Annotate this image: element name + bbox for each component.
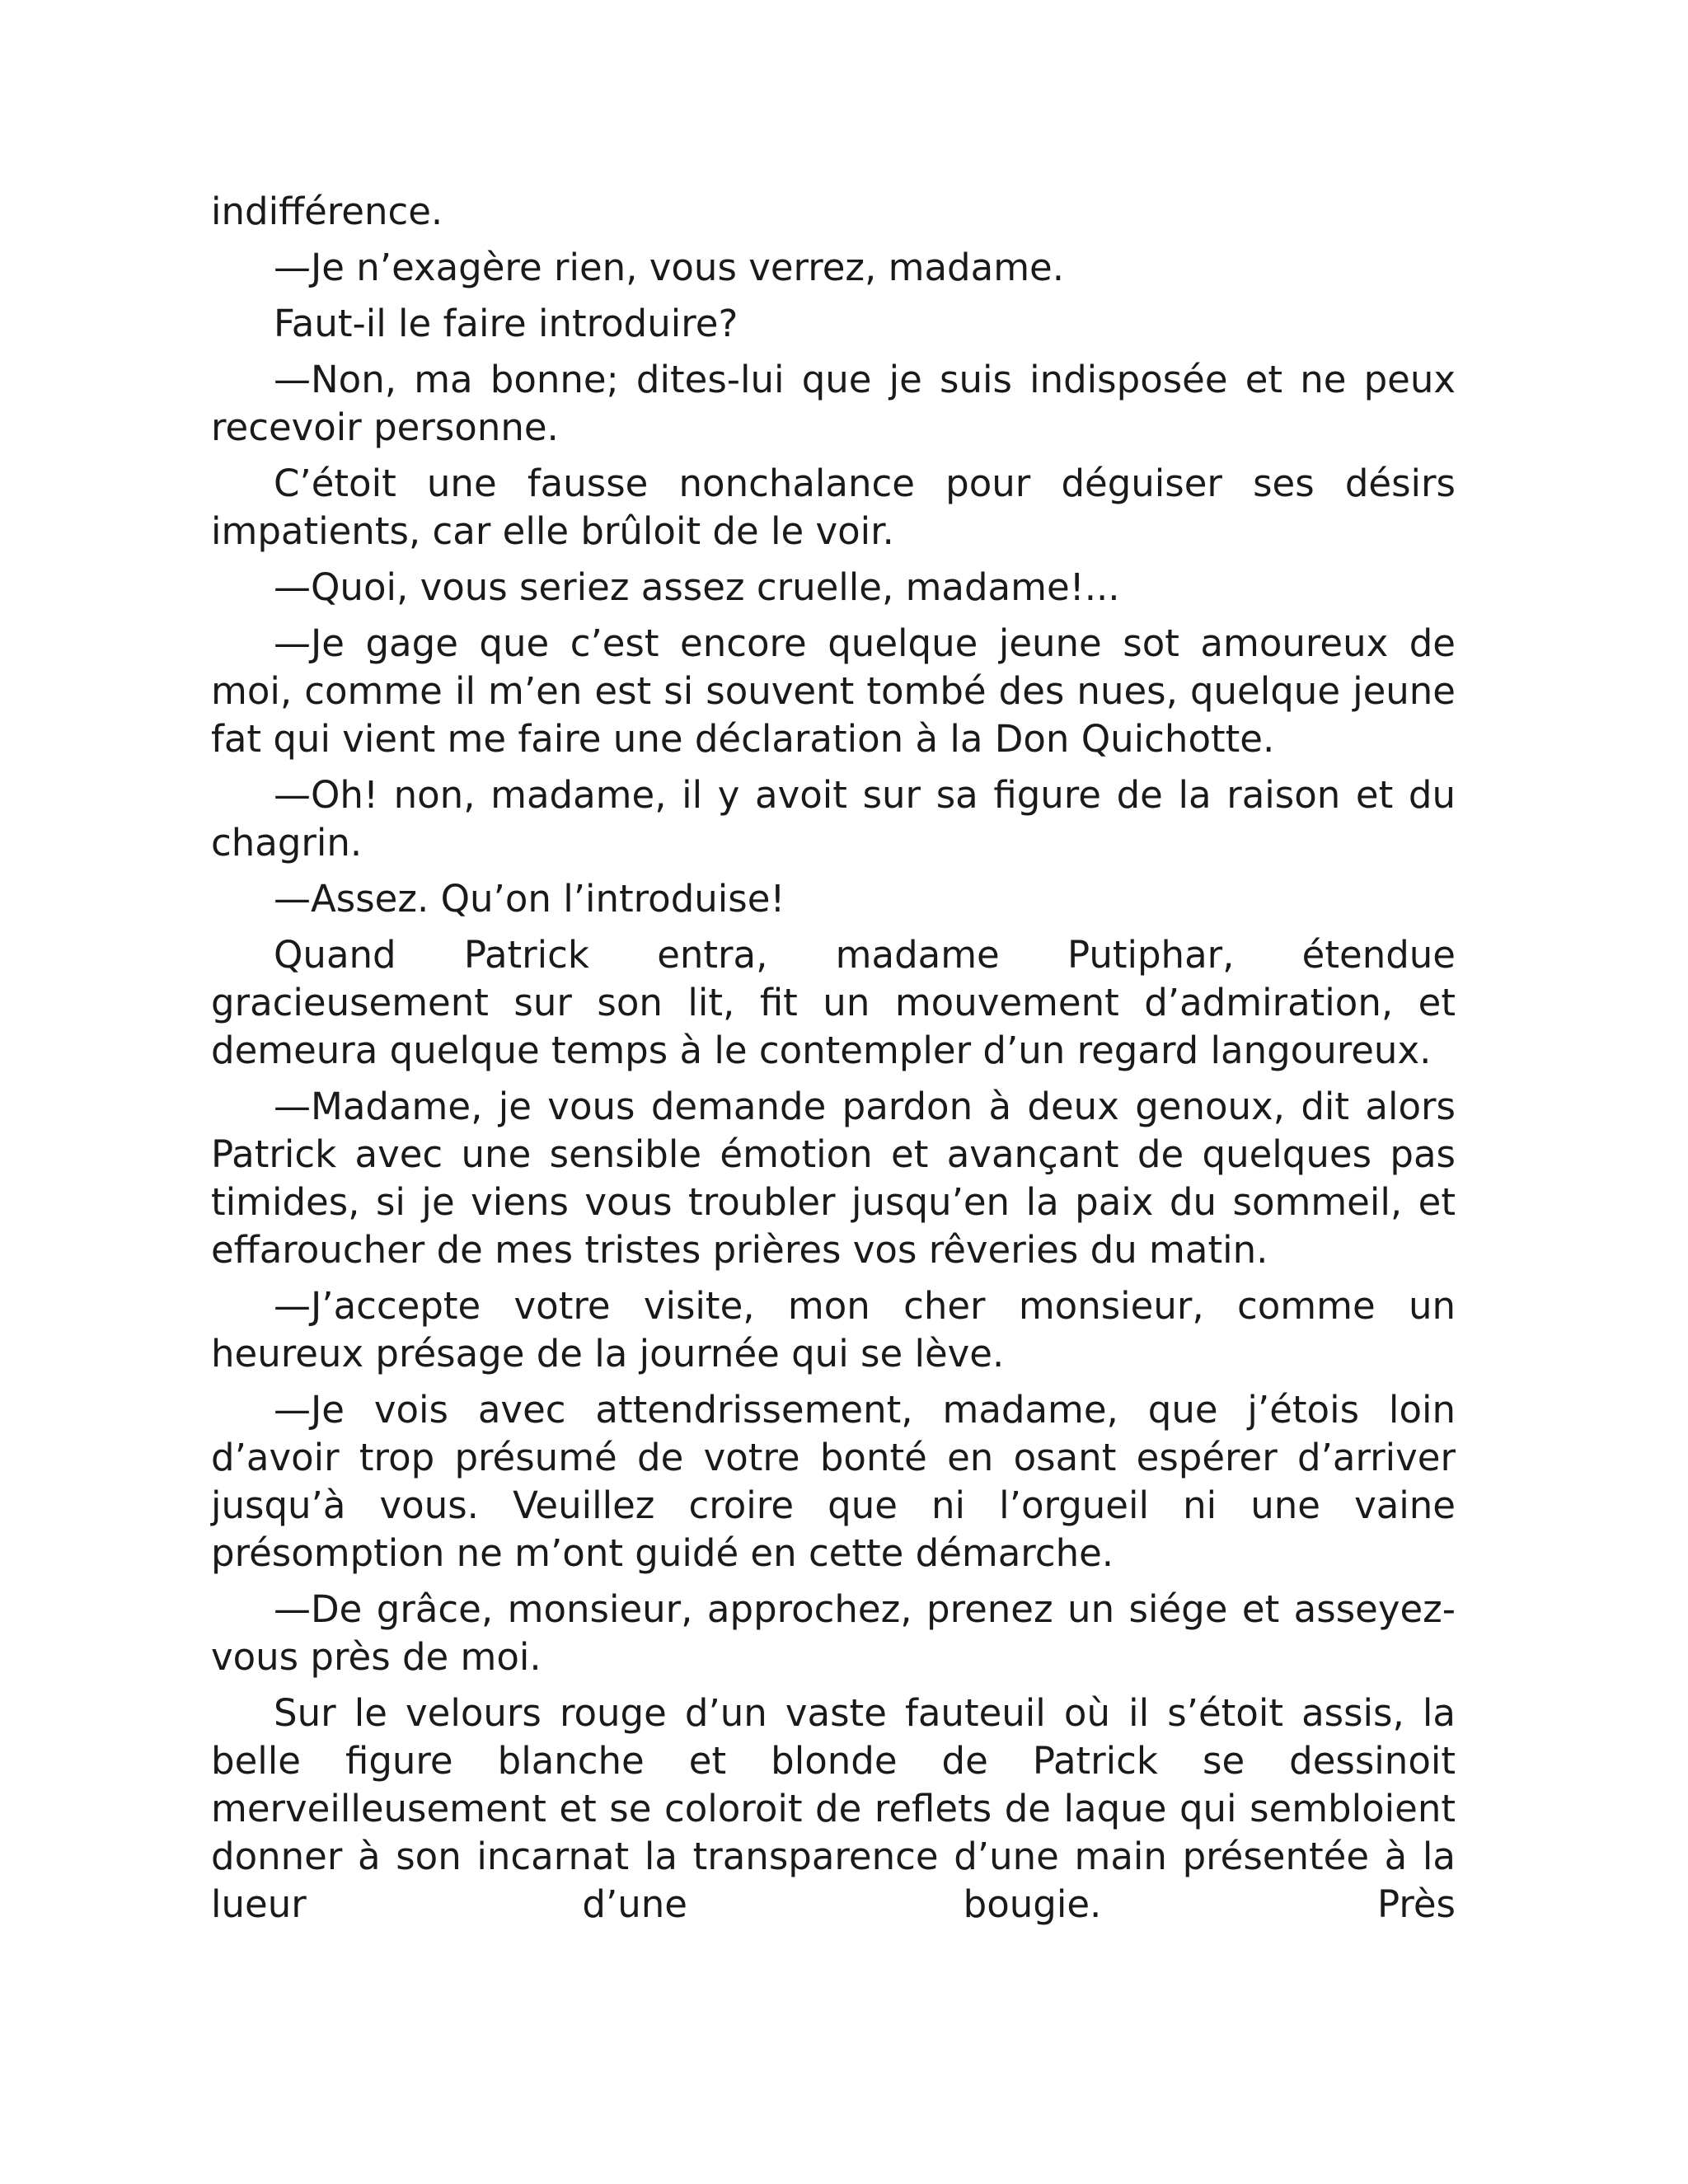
paragraph: —Non, ma bonne; dites-lui que je suis indisposée et ne peux recevoir personne.	[211, 358, 1456, 449]
paragraph: —De grâce, monsieur, approchez, prenez un siége et asseyez-vous près de moi.	[211, 1587, 1456, 1679]
page-text	[211, 188, 1456, 1937]
paragraph: —Madame, je vous demande pardon à deux genoux, dit alors Patrick avec une sensible émotion et avançant de quelques pas timides, si je viens vous troubler jusqu’en la paix du sommeil, et effaroucher de mes tristes prières vos rêveries du matin.	[211, 1085, 1456, 1272]
paragraph: —Oh! non, madame, il y avoit sur sa figure de la raison et du chagrin.	[211, 773, 1456, 865]
paragraph: Sur le velours rouge d’un vaste fauteuil où il s’étoit assis, la belle figure blanche et blonde de Patrick se dessinoit merveilleusement et se coloroit de reflets de laque qui sembloient donner à son incarnat la transparence d’une main présentée à la lueur d’une bougie. Près	[211, 1691, 1456, 1926]
paragraph: —Je n’exagère rien, vous verrez, madame.	[274, 246, 1065, 289]
paragraph: —Quoi, vous seriez assez cruelle, madame!...	[274, 565, 1120, 609]
paragraph: —Je gage que c’est encore quelque jeune sot amoureux de moi, comme il m’en est si souvent tombé des nues, quelque jeune fat qui vient me faire une déclaration à la Don Quichotte.	[211, 621, 1456, 761]
paragraph: C’étoit une fausse nonchalance pour déguiser ses désirs impatients, car elle brûloit de le voir.	[211, 462, 1456, 553]
paragraph: —J’accepte votre visite, mon cher monsieur, comme un heureux présage de la journée qui se lève.	[211, 1284, 1456, 1376]
paragraph: Quand Patrick entra, madame Putiphar, étendue gracieusement sur son lit, fit un mouvement d’admiration, et demeura quelque temps à le contempler d’un regard langoureux.	[211, 933, 1456, 1072]
paragraph: indifférence.	[211, 190, 443, 233]
paragraph: —Assez. Qu’on l’introduise!	[274, 877, 785, 921]
paragraph: —Je vois avec attendrissement, madame, que j’étois loin d’avoir trop présumé de votre bonté en osant espérer d’arriver jusqu’à vous. Veuillez croire que ni l’orgueil ni une vaine présomption ne m’ont guidé en cette démarche.	[211, 1388, 1456, 1575]
paragraph: Faut-il le faire introduire?	[274, 302, 738, 345]
